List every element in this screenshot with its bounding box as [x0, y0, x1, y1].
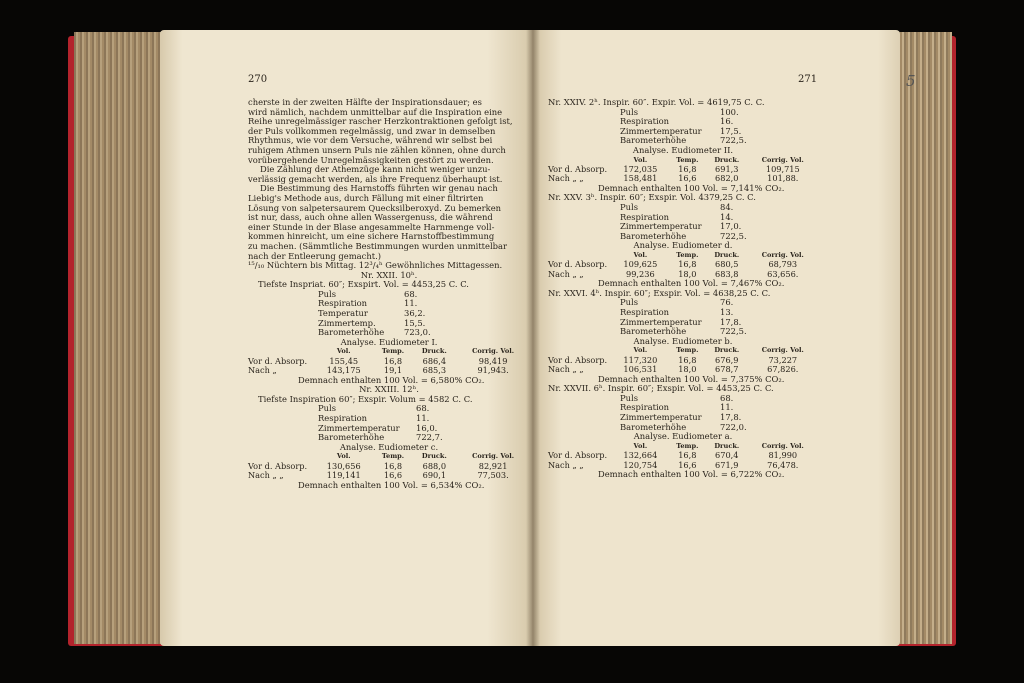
experiment-header: Nr. XXV. 3ʰ. Inspir. 60″; Exspir. Vol. 4379,25 C. C. — [548, 192, 756, 203]
page-number-right: 271 — [798, 74, 818, 85]
analyse-heading: Analyse. Eudiometer I. — [340, 336, 438, 347]
table-row: Nach „ „ 99,236 18,0 683,8 63,656. — [548, 268, 799, 279]
left-page — [160, 30, 532, 646]
experiment-title: Nr. XXII. 10ʰ. — [360, 269, 418, 280]
result-line: Demnach enthalten 100 Vol. = 7,141% CO₂. — [598, 182, 785, 193]
paragraph-1: cherste in der zweiten Hälfte der Inspirationsdauer; es wird nämlich, nachdem unmittelbar auf die Inspiration eine Reihe unregelmässiger rascher Herzkontraktionen gefolgt ist, der Puls vollkommen regelmässig, und zwar in demselben Rhythmus, wie vor dem Versuche, während wir selbst bei ruhigem Athmen unsern Puls nie zählen können, ohne durch vorübergehende Unregelmässigkeiten gestört zu werden. — [248, 97, 513, 165]
result-line: Demnach enthalten 100 Vol. = 6,580% CO₂. — [298, 374, 485, 385]
open-book — [68, 28, 956, 650]
analysis-table: Vol. Temp. Druck. Corrig. Vol. Vor d. Absorp. 155,45 16,8 686,4 98,419 Nach „ 143,175 19,1 685,3 91,943. — [248, 347, 530, 375]
page-edges-left — [74, 32, 166, 644]
table-row: Vor d. Absorp. 109,625 16,8 680,5 68,793 — [548, 259, 798, 270]
table-row: Nach „ 143,175 19,1 685,3 91,943. — [248, 365, 509, 376]
result-line: Demnach enthalten 100 Vol. = 6,722% CO₂. — [598, 468, 785, 479]
experiment-header: Nr. XXVII. 6ʰ. Inspir. 60″; Exspir. Vol. = 4453,25 C. C. — [548, 383, 774, 394]
analyse-heading: Analyse. Eudiometer b. — [633, 335, 733, 346]
paragraph-2: Die Zählung der Athemzüge kann nicht weniger unzu- verlässig gemacht werden, als ihre Frequenz überhaupt ist. — [248, 164, 503, 184]
measurements: Puls 68. Respiration 11. Zimmertemperatur 16,0. Barometerhöhe 722,7. — [318, 403, 443, 443]
pencil-margin-note: 5 — [906, 72, 916, 90]
book-gutter — [526, 30, 540, 646]
analyse-heading: Analyse. Eudiometer d. — [633, 240, 733, 251]
right-page — [532, 30, 900, 646]
measurements: Puls 68. Respiration 11. Temperatur 36,2. Zimmertemp. 15,5. Barometerhöhe 723,0. — [318, 288, 431, 338]
measurements: Puls 68. Respiration 11. Zimmertemperatur 17,8. Barometerhöhe 722,0. — [620, 392, 747, 432]
left-page-text — [248, 98, 530, 490]
table-row: Vor d. Absorp. 117,320 16,8 676,9 73,227 — [548, 354, 798, 365]
result-line: Demnach enthalten 100 Vol. = 7,467% CO₂. — [598, 278, 785, 289]
table-row: Nach „ „ 119,141 16,6 690,1 77,503. — [248, 470, 509, 481]
analysis-table: Vol. Temp. Druck. Corrig. Vol. Vor d. Absorp. 109,625 16,8 680,5 68,793 Nach „ „ 99,236 18,0 683,8 63,656. — [548, 251, 818, 279]
experiment-header: Tiefste Inspriat. 60″; Exspirt. Vol. = 4453,25 C. C. — [258, 279, 469, 290]
table-row: Vor d. Absorp. 155,45 16,8 686,4 98,419 — [248, 355, 508, 366]
measurements: Puls 100. Respiration 16. Zimmertemperatur 17,5. Barometerhöhe 722,5. — [620, 106, 747, 146]
page-number-left: 270 — [248, 74, 268, 85]
table-row: Vor d. Absorp. 130,656 16,8 688,0 82,921 — [248, 460, 508, 471]
table-row: Vor d. Absorp. 132,664 16,8 670,4 81,990 — [548, 450, 798, 461]
analysis-table: Vol. Temp. Druck. Corrig. Vol. Vor d. Absorp. 172,035 16,8 691,3 109,715 Nach „ „ 158,481 16,6 682,0 101,88. — [548, 156, 818, 184]
table-row: Nach „ „ 120,754 16,6 671,9 76,478. — [548, 459, 799, 470]
paragraph-3: Die Bestimmung des Harnstoffs führten wir genau nach Liebig's Methode aus, durch Fällung mit einer filtrirten Lösung von salpetersaurem Quecksilberoxyd. Zu bemerken ist nur, dass, auch ohne allen Wassergenuss, die während einer Stunde in der Blase angesammelte Harnmenge voll- kommen hinreicht, um eine sichere Harnstoffbestimmung zu machen. (Sämmtliche Bestimmungen wurden unmittelbar nach der Entleerung gemacht.) — [248, 183, 508, 261]
table-row: Nach „ „ 106,531 18,0 678,7 67,826. — [548, 364, 799, 375]
analyse-heading: Analyse. Eudiometer a. — [633, 431, 733, 442]
measurements: Puls 84. Respiration 14. Zimmertemperatur 17,0. Barometerhöhe 722,5. — [620, 201, 747, 241]
table-row: Nach „ „ 158,481 16,6 682,0 101,88. — [548, 173, 799, 184]
analysis-table: Vol. Temp. Druck. Corrig. Vol. Vor d. Absorp. 130,656 16,8 688,0 82,921 Nach „ „ 119,141 16,6 690,1 77,503. — [248, 452, 530, 480]
page-edges-right — [894, 32, 952, 644]
result-line: Demnach enthalten 100 Vol. = 6,534% CO₂. — [298, 479, 485, 490]
date-line: ¹⁵/₁₀ Nüchtern bis Mittag. 12³/₄ʰ Gewöhnliches Mittagessen. — [248, 260, 503, 271]
result-line: Demnach enthalten 100 Vol. = 7,375% CO₂. — [598, 373, 785, 384]
analyse-heading: Analyse. Eudiometer II. — [632, 144, 734, 155]
experiment-header: Tiefste Inspiration 60″; Exspir. Volum = 4582 C. C. — [258, 393, 473, 404]
analysis-table: Vol. Temp. Druck. Corrig. Vol. Vor d. Absorp. 132,664 16,8 670,4 81,990 Nach „ „ 120,754 16,6 671,9 76,478. — [548, 442, 818, 470]
right-page-text — [548, 98, 818, 480]
analysis-table: Vol. Temp. Druck. Corrig. Vol. Vor d. Absorp. 117,320 16,8 676,9 73,227 Nach „ „ 106,531 18,0 678,7 67,826. — [548, 346, 818, 374]
experiment-title: Nr. XXIII. 12ʰ. — [359, 384, 419, 395]
table-row: Vor d. Absorp. 172,035 16,8 691,3 109,715 — [548, 163, 800, 174]
experiment-header: Nr. XXVI. 4ʰ. Inspir. 60″; Exspir. Vol. = 4638,25 C. C. — [548, 287, 771, 298]
analyse-heading: Analyse. Eudiometer c. — [339, 441, 439, 452]
experiment-header: Nr. XXIV. 2ʰ. Inspir. 60″. Expir. Vol. = 4619,75 C. C. — [548, 97, 765, 107]
measurements: Puls 76. Respiration 13. Zimmertemperatur 17,8. Barometerhöhe 722,5. — [620, 297, 747, 337]
